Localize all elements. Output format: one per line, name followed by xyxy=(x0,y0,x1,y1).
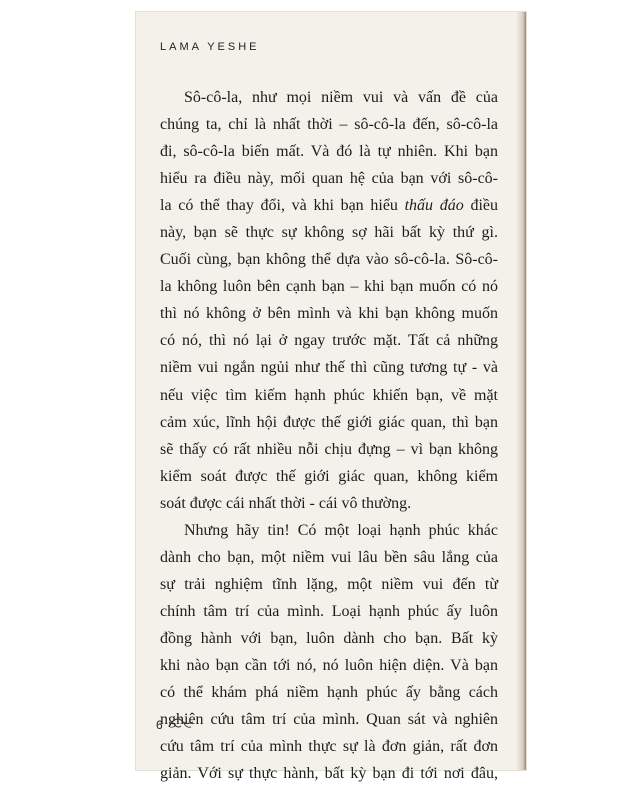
text-line: Nhưng hãy tin! Có một loại hạnh phúc khác xyxy=(184,521,498,539)
text-line: chính tâm trí của mình. Loại hạnh phúc ấy luôn xyxy=(160,602,498,620)
text-line: dành cho bạn, một niềm vui lâu bền sâu lắng của xyxy=(160,548,498,566)
leaf-ornament-icon xyxy=(168,715,194,731)
text-line: chúng ta, chỉ là nhất thời – sô-cô-la đến, sô-cô-la xyxy=(160,116,498,134)
text-line: la không luôn bên cạnh bạn – khi bạn muốn có nó xyxy=(160,278,498,296)
text-line: hiểu ra điều này, mối quan hệ của bạn với sô-cô- xyxy=(160,170,498,188)
text-line: khi nào bạn cần tới nó, nó luôn hiện diện. Và bạn xyxy=(160,656,498,674)
text-line: đồng hành với bạn, luôn dành cho bạn. Bất kỳ xyxy=(160,629,498,647)
text-line: Sô-cô-la, như mọi niềm vui và vấn đề của xyxy=(184,89,498,106)
text-line: nghiên cứu tâm trí của mình. Quan sát và nghiên xyxy=(160,711,498,729)
text-line: soát được cái nhất thời - cái vô thường. xyxy=(160,494,412,512)
text-line: niềm vui ngắn ngủi như thế thì cũng tương tự - và xyxy=(160,359,498,377)
text-line: đi, sô-cô-la biến mất. Và đó là tự nhiên. Khi bạn xyxy=(160,143,498,161)
text-line: nếu việc tìm kiếm hạnh phúc khiến bạn, về mặt xyxy=(160,386,498,404)
paragraph-2 xyxy=(160,517,498,787)
text-line: Cuối cùng, bạn không thể dựa vào sô-cô-la. Sô-cô- xyxy=(160,251,498,269)
text-line: cảm xúc, lĩnh hội được thế giới giác quan, thì bạn xyxy=(160,413,498,431)
text-line: sẽ thấy có rất nhiều nỗi chịu đựng – vì bạn không xyxy=(160,440,498,458)
text-line: thì nó không ở bên mình và khi bạn không muốn xyxy=(160,305,498,323)
page-number: 6 xyxy=(156,718,163,732)
text-line: này, bạn sẽ thực sự không sợ hãi bất kỳ thứ gì. xyxy=(160,224,498,242)
body-text xyxy=(160,84,498,787)
text-line: có nó, thì nó lại ở ngay trước mặt. Tất cả những xyxy=(160,332,498,350)
text-line: cứu tâm trí của mình thực sự là đơn giản, rất đơn xyxy=(160,738,498,756)
page-edge-shadow xyxy=(516,12,526,770)
text-line: giản. Với sự thực hành, bất kỳ bạn đi tới nơi đâu, xyxy=(160,765,498,783)
running-head: LAMA YESHE xyxy=(160,41,260,53)
text-line-with-italic: la có thể thay đổi, và khi bạn hiểu thấu đáo điều xyxy=(160,197,498,215)
text-line: sự trải nghiệm tĩnh lặng, một niềm vui đến từ xyxy=(160,575,498,593)
paragraph-1 xyxy=(160,84,498,517)
book-page xyxy=(136,12,526,783)
text-line: có thể khám phá niềm hạnh phúc ấy bằng cách xyxy=(160,684,498,702)
italic-phrase: thấu đáo xyxy=(404,197,464,215)
text-line: kiểm soát được thế giới giác quan, không kiểm xyxy=(160,467,498,485)
